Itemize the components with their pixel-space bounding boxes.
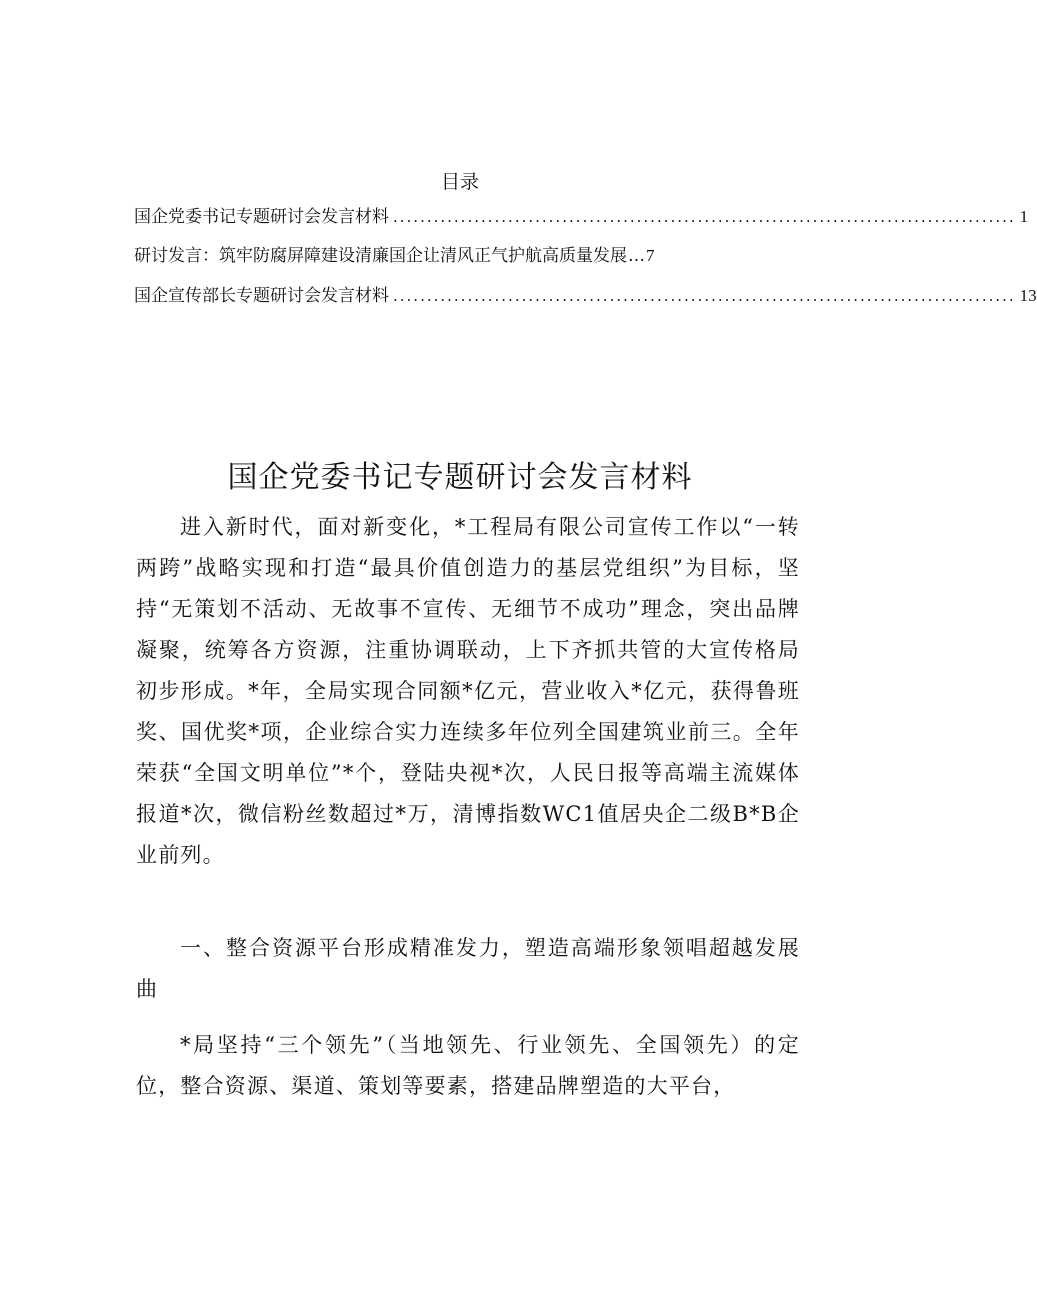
document-title: 国企党委书记专题研讨会发言材料 bbox=[227, 460, 693, 495]
toc-leader-dots: ............................................................................................ bbox=[393, 208, 1016, 226]
toc-entry[interactable] bbox=[134, 203, 1029, 231]
toc-title: 目录 bbox=[440, 171, 479, 193]
toc-entry-page: 1 bbox=[1019, 207, 1029, 226]
toc-entry-text: 国企党委书记专题研讨会发言材料 bbox=[134, 207, 389, 227]
toc-entry-page: 7 bbox=[646, 246, 655, 265]
toc-leader-dots: ............................................................................................ bbox=[393, 287, 1016, 305]
toc-entry-text: 国企宣传部长专题研讨会发言材料 bbox=[134, 286, 389, 306]
toc-entry[interactable] bbox=[134, 242, 655, 270]
section-heading-1: 一、整合资源平台形成精准发力，塑造高端形象领唱超越发展曲 bbox=[136, 936, 800, 1001]
paragraph-intro: 进入新时代，面对新变化，*工程局有限公司宣传工作以“一转两跨”战略实现和打造“最具价值创造力的基层党组织”为目标，坚持“无策划不活动、无故事不宣传、无细节不成功”理念，突出品牌凝聚，统筹各方资源，注重协调联动，上下齐抓共管的大宣传格局初步形成。*年，全局实现合同额*亿元，营业收入*亿元，获得鲁班奖、国优奖*项，企业综合实力连续多年位列全国建筑业前三。全年荣获“全国文明单位”*个，登陆央视*次，人民日报等高端主流媒体报道*次，微信粉丝数超过*万，清博指数WC1值居央企二级B*B企业前列。 bbox=[136, 515, 800, 867]
toc-entry-text: 研讨发言：筑牢防腐屏障建设清廉国企让清风正气护航高质量发展 bbox=[134, 246, 627, 266]
toc-entry[interactable] bbox=[134, 282, 1037, 310]
toc-entry-page: 13 bbox=[1019, 286, 1037, 305]
toc-entry-ellipsis: … bbox=[628, 246, 645, 266]
paragraph-section-1: *局坚持“三个领先”（当地领先、行业领先、全国领先）的定位，整合资源、渠道、策划等要素，搭建品牌塑造的大平台， bbox=[136, 1033, 800, 1098]
